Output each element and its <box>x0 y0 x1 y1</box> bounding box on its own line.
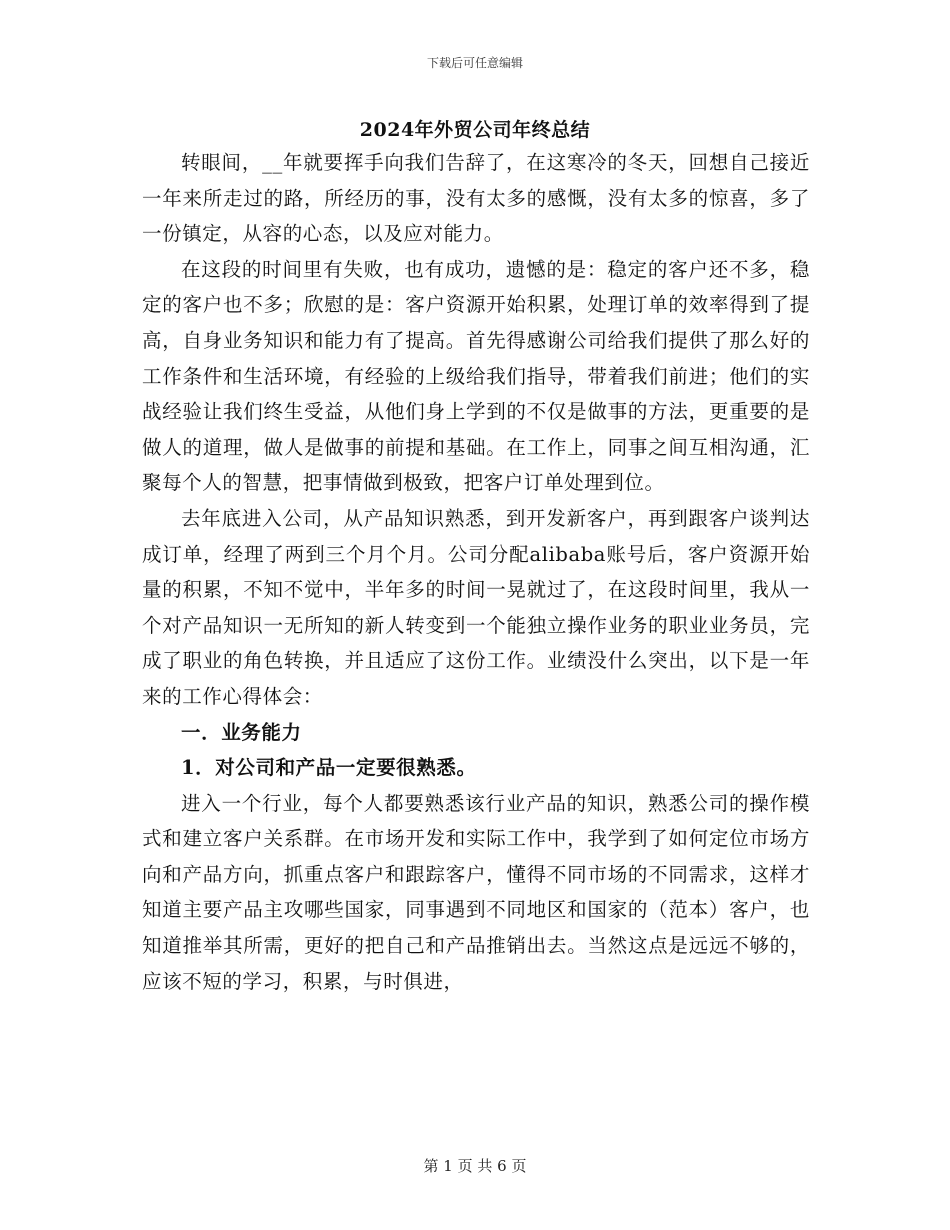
section-heading-business-ability: 一．业务能力 <box>181 720 302 744</box>
paragraph-experience: 去年底进入公司，从产品知识熟悉，到开发新客户，再到跟客户谈判达成订单，经理了两到三个月个月。公司分配alibaba账号后，客户资源开始量的积累，不知不觉中，半年多的时间一晃就过了，在这段时间里，我从一个对产品知识一无所知的新人转变到一个能独立操作业务的职业业务员，完成了职业的角色转换，并且适应了这份工作。业绩没什么突出，以下是一年来的工作心得体会： <box>142 506 810 708</box>
paragraph-reflection: 在这段的时间里有失败，也有成功，遗憾的是：稳定的客户还不多，稳定的客户也不多；欣慰的是：客户资源开始积累，处理订单的效率得到了提高，自身业务知识和能力有了提高。首先得感谢公司给我们提供了那么好的工作条件和生活环境，有经验的上级给我们指导，带着我们前进；他们的实战经验让我们终生受益，从他们身上学到的不仅是做事的方法，更重要的是做人的道理，做人是做事的前提和基础。在工作上，同事之间互相沟通，汇聚每个人的智慧，把事情做到极致，把客户订单处理到位。 <box>142 257 810 495</box>
paragraph-industry-knowledge: 进入一个行业，每个人都要熟悉该行业产品的知识，熟悉公司的操作模式和建立客户关系群。在市场开发和实际工作中，我学到了如何定位市场方向和产品方向，抓重点客户和跟踪客户，懂得不同市场的不同需求，这样才知道主要产品主攻哪些国家，同事遇到不同地区和国家的（范本）客户，也知道推举其所需，更好的把自己和产品推销出去。当然这点是远远不够的，应该不短的学习，积累，与时俱进， <box>142 791 810 993</box>
page-number: 第 1 页 共 6 页 <box>423 1157 527 1175</box>
document-body <box>142 145 810 999</box>
document-title: 2024年外贸公司年终总结 <box>359 119 591 141</box>
subsection-heading-know-company: 1．对公司和产品一定要很熟悉。 <box>181 756 477 780</box>
paragraph-intro: 转眼间，__年就要挥手向我们告辞了，在这寒冷的冬天，回想自己接近一年来所走过的路，所经历的事，没有太多的感慨，没有太多的惊喜，多了一份镇定，从容的心态，以及应对能力。 <box>142 151 810 246</box>
header-note: 下载后可任意编辑 <box>426 56 523 70</box>
